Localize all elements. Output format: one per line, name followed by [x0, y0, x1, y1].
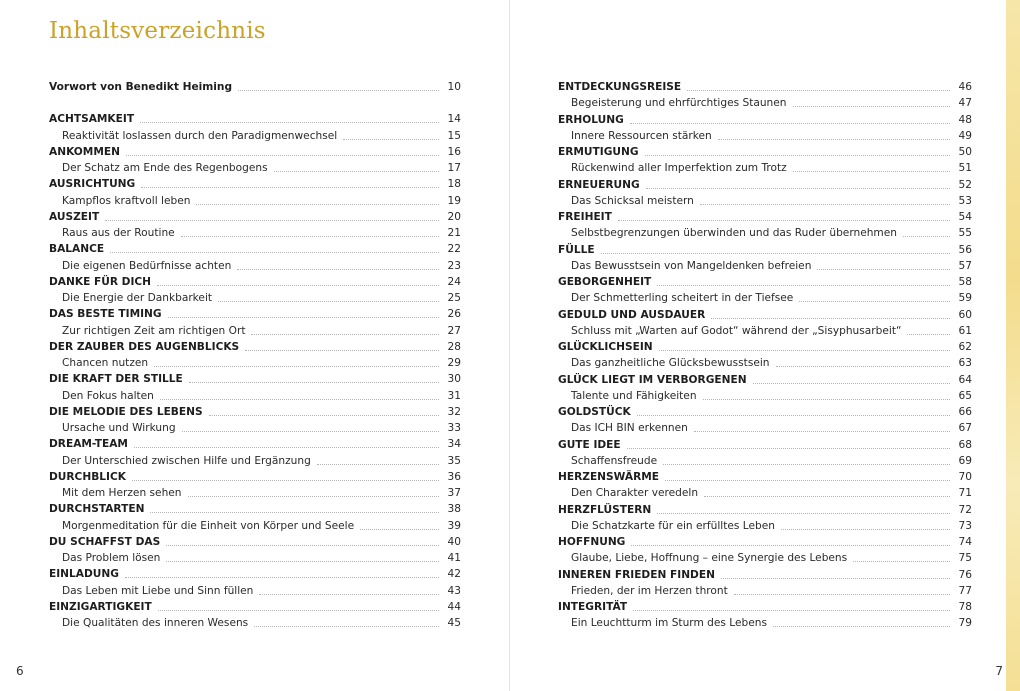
dot-leader — [627, 447, 950, 449]
toc-entry-label: Das ganzheitliche Glücksbewusstsein — [571, 357, 770, 370]
toc-subtitle-entry — [571, 289, 972, 305]
dot-leader — [154, 365, 439, 367]
toc-entry-label: DIE MELODIE DES LEBENS — [49, 405, 203, 418]
dot-leader — [853, 560, 950, 562]
dot-leader — [218, 300, 439, 302]
toc-entry-label: Das Schicksal meistern — [571, 194, 694, 207]
toc-page-number: 51 — [958, 162, 972, 175]
toc-page-number: 17 — [447, 162, 461, 174]
toc-chapter-entry — [558, 371, 972, 387]
dot-leader — [134, 446, 439, 448]
toc-entry-label: Der Schmetterling scheitert in der Tiefsee — [571, 292, 794, 305]
toc-subtitle-entry — [571, 582, 972, 598]
toc-chapter-entry — [49, 305, 461, 321]
dot-leader — [663, 463, 950, 465]
toc-entry-label: ERHOLUNG — [558, 113, 624, 126]
toc-subtitle-entry — [62, 484, 461, 500]
dot-leader — [645, 154, 950, 156]
toc-entry-label: Der Schatz am Ende des Regenbogens — [62, 162, 268, 174]
dot-leader — [166, 560, 439, 562]
toc-chapter-entry — [558, 501, 972, 517]
toc-entry-label: DU SCHAFFST DAS — [49, 535, 161, 548]
dot-leader — [793, 170, 950, 172]
dot-leader — [694, 430, 950, 432]
toc-chapter-entry — [49, 403, 461, 419]
dot-leader — [259, 593, 439, 595]
toc-entry-label: Schluss mit „Warten auf Godot“ während der „Sisyphusarbeit“ — [571, 324, 902, 337]
toc-page-number: 15 — [447, 129, 461, 142]
toc-subtitle-entry — [62, 614, 461, 630]
toc-subtitle-entry — [571, 484, 972, 500]
toc-subtitle-entry — [62, 517, 461, 533]
dot-leader — [209, 414, 439, 416]
toc-subtitle-entry — [571, 322, 972, 338]
toc-page-number: 21 — [447, 227, 461, 239]
toc-page-number: 46 — [958, 81, 972, 93]
toc-page-number: 16 — [447, 145, 461, 158]
toc-entry-label: ERNEUERUNG — [558, 178, 640, 191]
dot-leader — [721, 577, 950, 579]
toc-page-number: 22 — [447, 243, 461, 256]
toc-page-number: 20 — [447, 210, 461, 223]
toc-chapter-entry — [49, 565, 461, 581]
toc-subtitle-entry — [571, 354, 972, 370]
dot-leader — [601, 252, 950, 254]
toc-subtitle-entry — [62, 322, 461, 338]
dot-leader — [140, 121, 439, 123]
dot-leader — [166, 544, 439, 546]
toc-entry-label: Das Bewusstsein von Mangeldenken befreien — [571, 259, 812, 272]
toc-entry-label: Das Problem lösen — [62, 552, 161, 564]
toc-entry-label: HOFFNUNG — [558, 536, 626, 548]
toc-entry-label: Reaktivität loslassen durch den Paradigmenwechsel — [62, 129, 338, 142]
dot-leader — [687, 89, 950, 91]
dot-leader — [238, 89, 439, 91]
toc-page-number: 67 — [958, 422, 972, 435]
toc-chapter-entry — [49, 533, 461, 549]
toc-chapter-entry — [49, 370, 461, 386]
dot-leader — [781, 528, 950, 530]
dot-leader — [903, 235, 950, 237]
dot-leader — [141, 186, 439, 188]
toc-entry-label: DIE KRAFT DER STILLE — [49, 373, 183, 386]
toc-subtitle-entry — [62, 452, 461, 468]
toc-chapter-entry — [558, 403, 972, 419]
toc-chapter-entry — [558, 533, 972, 549]
dot-leader — [105, 219, 439, 221]
toc-page-number: 10 — [447, 81, 461, 93]
dot-leader — [659, 349, 950, 351]
dot-leader — [711, 317, 950, 319]
dot-leader — [343, 138, 439, 140]
dot-leader — [150, 511, 439, 513]
toc-page-number: 36 — [447, 470, 461, 483]
toc-entry-label: Talente und Fähigkeiten — [571, 389, 697, 402]
toc-chapter-entry — [49, 240, 461, 256]
right-page-number: 7 — [995, 664, 1003, 678]
dot-leader — [245, 349, 439, 351]
toc-subtitle-entry — [62, 549, 461, 565]
toc-entry-label: INNEREN FRIEDEN FINDEN — [558, 568, 715, 581]
dot-leader — [160, 398, 439, 400]
toc-entry-label: Das ICH BIN erkennen — [571, 422, 688, 435]
toc-page-number: 50 — [958, 146, 972, 158]
dot-leader — [188, 495, 439, 497]
toc-entry-label: Begeisterung und ehrfürchtiges Staunen — [571, 97, 787, 110]
toc-chapter-entry — [558, 436, 972, 452]
toc-subtitle-entry — [62, 257, 461, 273]
dot-leader — [793, 105, 950, 107]
toc-chapter-entry — [558, 208, 972, 224]
toc-chapter-entry — [49, 78, 461, 94]
toc-page-number: 76 — [958, 568, 972, 581]
toc-chapter-entry — [558, 176, 972, 192]
dot-leader — [182, 430, 439, 432]
toc-page-number: 18 — [447, 178, 461, 191]
toc-entry-label: FREIHEIT — [558, 211, 612, 223]
dot-leader — [317, 463, 439, 465]
toc-page-number: 27 — [447, 324, 461, 337]
toc-entry-label: GLÜCK LIEGT IM VERBORGENEN — [558, 373, 747, 386]
toc-chapter-entry — [49, 435, 461, 451]
dot-leader — [237, 268, 439, 270]
toc-page-number: 38 — [447, 503, 461, 516]
toc-entry-label: Raus aus der Routine — [62, 227, 175, 239]
toc-entry-label: GOLDSTÜCK — [558, 406, 631, 418]
toc-entry-label: Kampflos kraftvoll leben — [62, 194, 191, 207]
toc-entry-label: HERZENSWÄRME — [558, 471, 660, 483]
toc-subtitle-entry — [62, 127, 461, 143]
toc-page-number: 52 — [958, 178, 972, 191]
toc-page-number: 14 — [447, 113, 461, 126]
toc-page-number: 62 — [958, 341, 972, 353]
dot-leader — [633, 609, 950, 611]
dot-leader — [657, 512, 950, 514]
toc-subtitle-entry — [571, 192, 972, 208]
toc-subtitle-entry — [571, 452, 972, 468]
toc-entry-label: Frieden, der im Herzen thront — [571, 584, 728, 597]
toc-entry-label: Ein Leuchtturm im Sturm des Lebens — [571, 617, 767, 630]
toc-subtitle-entry — [571, 549, 972, 565]
toc-entry-label: GLÜCKLICHSEIN — [558, 341, 653, 353]
dot-leader — [168, 316, 439, 318]
toc-page-number: 59 — [958, 292, 972, 305]
toc-chapter-entry — [49, 175, 461, 191]
toc-entry-label: Das Leben mit Liebe und Sinn füllen — [62, 584, 254, 597]
toc-chapter-entry — [49, 273, 461, 289]
dot-leader — [251, 333, 439, 335]
dot-leader — [646, 187, 950, 189]
toc-chapter-entry — [558, 306, 972, 322]
left-page-number: 6 — [16, 664, 24, 678]
toc-entry-label: DREAM-TEAM — [49, 438, 128, 451]
toc-chapter-entry — [558, 338, 972, 354]
toc-entry-label: Vorwort von Benedikt Heiming — [49, 81, 233, 93]
toc-page-number: 30 — [447, 373, 461, 386]
toc-entry-label: Schaffensfreude — [571, 454, 658, 467]
toc-page-number: 68 — [958, 438, 972, 451]
toc-entry-label: Den Fokus halten — [62, 389, 154, 402]
toc-chapter-entry — [49, 110, 461, 126]
toc-subtitle-entry — [571, 127, 972, 143]
dot-leader — [618, 219, 950, 221]
toc-entry-label: AUSRICHTUNG — [49, 178, 136, 191]
dot-leader — [181, 235, 439, 237]
toc-chapter-entry — [558, 566, 972, 582]
toc-entry-label: Die Qualitäten des inneren Wesens — [62, 617, 249, 629]
dot-leader — [817, 268, 950, 270]
dot-leader — [254, 625, 439, 627]
toc-page-number: 39 — [447, 519, 461, 532]
toc-page-number: 42 — [447, 568, 461, 581]
toc-chapter-entry — [558, 598, 972, 614]
toc-entry-label: DURCHSTARTEN — [49, 503, 145, 516]
toc-entry-label: Den Charakter veredeln — [571, 487, 699, 500]
toc-entry-label: Zur richtigen Zeit am richtigen Ort — [62, 324, 246, 337]
toc-page-number: 35 — [447, 454, 461, 467]
dot-leader — [274, 170, 439, 172]
toc-page-number: 56 — [958, 243, 972, 256]
page-title: Inhaltsverzeichnis — [49, 18, 266, 44]
toc-chapter-entry — [558, 111, 972, 127]
toc-entry-label: Der Unterschied zwischen Hilfe und Ergänzung — [62, 454, 311, 467]
toc-entry-label: Die Energie der Dankbarkeit — [62, 292, 213, 304]
toc-page-number: 25 — [447, 292, 461, 304]
toc-page-number: 44 — [447, 600, 461, 613]
dot-leader — [665, 479, 950, 481]
dot-leader — [631, 544, 950, 546]
toc-page-number: 75 — [958, 552, 972, 565]
toc-page-number: 33 — [447, 422, 461, 434]
toc-entry-label: BALANCE — [49, 243, 105, 256]
toc-page-number: 34 — [447, 438, 461, 451]
toc-entry-label: EINZIGARTIGKEIT — [49, 600, 152, 613]
toc-page-number: 58 — [958, 276, 972, 288]
dot-leader — [700, 203, 950, 205]
toc-page-number: 49 — [958, 129, 972, 142]
toc-subtitle-entry — [62, 387, 461, 403]
dot-leader — [630, 122, 950, 124]
toc-subtitle-entry — [571, 517, 972, 533]
toc-page-number: 60 — [958, 308, 972, 321]
dot-leader — [158, 609, 439, 611]
toc-page-number: 43 — [447, 584, 461, 597]
dot-leader — [637, 414, 950, 416]
toc-entry-label: ENTDECKUNGSREISE — [558, 81, 682, 93]
toc-page-number: 24 — [447, 275, 461, 288]
toc-subtitle-entry — [62, 582, 461, 598]
toc-page-number: 26 — [447, 308, 461, 321]
toc-subtitle-entry — [571, 419, 972, 435]
toc-entry-label: ANKOMMEN — [49, 145, 120, 158]
dot-leader — [196, 203, 439, 205]
toc-entry-label: INTEGRITÄT — [558, 601, 628, 613]
toc-page-number: 31 — [447, 389, 461, 402]
toc-chapter-entry — [49, 500, 461, 516]
toc-entry-label: HERZFLÜSTERN — [558, 503, 652, 516]
toc-page-number: 45 — [447, 617, 461, 629]
dot-leader — [657, 284, 950, 286]
toc-page-number: 63 — [958, 357, 972, 370]
toc-entry-label: Selbstbegrenzungen überwinden und das Ruder übernehmen — [571, 227, 897, 240]
dot-leader — [907, 333, 950, 335]
toc-subtitle-entry — [62, 159, 461, 175]
toc-chapter-entry — [49, 208, 461, 224]
toc-entry-label: DER ZAUBER DES AUGENBLICKS — [49, 340, 240, 353]
toc-subtitle-entry — [571, 614, 972, 630]
toc-subtitle-entry — [571, 387, 972, 403]
toc-page-number: 29 — [447, 357, 461, 369]
toc-subtitle-entry — [62, 289, 461, 305]
toc-page-number: 65 — [958, 389, 972, 402]
toc-entry-label: Morgenmeditation für die Einheit von Körper und Seele — [62, 519, 355, 532]
dot-leader — [753, 382, 950, 384]
toc-chapter-entry — [49, 598, 461, 614]
toc-chapter-entry — [49, 468, 461, 484]
right-page — [510, 0, 1020, 691]
dot-leader — [125, 576, 439, 578]
dot-leader — [157, 284, 439, 286]
toc-entry-label: FÜLLE — [558, 243, 595, 256]
toc-entry-label: Chancen nutzen — [62, 357, 149, 369]
toc-page-number: 55 — [958, 227, 972, 240]
toc-chapter-entry — [49, 338, 461, 354]
toc-subtitle-entry — [571, 257, 972, 273]
toc-entry-label: DAS BESTE TIMING — [49, 308, 162, 321]
dot-leader — [360, 528, 439, 530]
toc-subtitle-entry — [571, 159, 972, 175]
toc-subtitle-entry — [571, 224, 972, 240]
dot-leader — [734, 593, 950, 595]
toc-chapter-entry — [558, 273, 972, 289]
toc-entry-label: GEBORGENHEIT — [558, 276, 652, 288]
toc-page-number: 79 — [958, 617, 972, 630]
toc-page-number: 74 — [958, 536, 972, 548]
toc-chapter-entry — [558, 241, 972, 257]
toc-entry-label: AUSZEIT — [49, 210, 100, 223]
toc-page-number: 77 — [958, 584, 972, 597]
toc-page-number: 19 — [447, 194, 461, 207]
dot-leader — [189, 381, 439, 383]
toc-page-number: 66 — [958, 406, 972, 418]
dot-leader — [799, 300, 950, 302]
dot-leader — [126, 154, 439, 156]
page-edge-decoration — [1006, 0, 1020, 691]
toc-page-number: 48 — [958, 113, 972, 126]
toc-page-number: 64 — [958, 373, 972, 386]
toc-page-number: 72 — [958, 503, 972, 516]
toc-page-number: 61 — [958, 324, 972, 337]
dot-leader — [773, 625, 950, 627]
dot-leader — [110, 251, 439, 253]
toc-page-number: 71 — [958, 487, 972, 500]
toc-entry-label: ERMUTIGUNG — [558, 146, 639, 158]
dot-leader — [776, 365, 950, 367]
toc-page-number: 53 — [958, 194, 972, 207]
toc-page-number: 69 — [958, 454, 972, 467]
toc-page-number: 41 — [447, 552, 461, 564]
toc-chapter-entry — [558, 78, 972, 94]
toc-subtitle-entry — [62, 224, 461, 240]
toc-entry-label: ACHTSAMKEIT — [49, 113, 135, 126]
dot-leader — [704, 495, 950, 497]
toc-page-number: 28 — [447, 340, 461, 353]
toc-page-number: 54 — [958, 211, 972, 223]
toc-entry-label: DURCHBLICK — [49, 470, 126, 483]
toc-subtitle-entry — [62, 419, 461, 435]
toc-entry-label: GEDULD UND AUSDAUER — [558, 308, 706, 321]
toc-page-number: 40 — [447, 535, 461, 548]
dot-leader — [132, 479, 439, 481]
toc-entry-label: Die eigenen Bedürfnisse achten — [62, 259, 232, 272]
toc-page-number: 70 — [958, 471, 972, 483]
toc-entry-label: Die Schatzkarte für ein erfülltes Leben — [571, 519, 775, 532]
toc-subtitle-entry — [62, 354, 461, 370]
toc-entry-label: GUTE IDEE — [558, 438, 621, 451]
toc-chapter-entry — [558, 468, 972, 484]
toc-subtitle-entry — [571, 94, 972, 110]
dot-leader — [718, 138, 950, 140]
toc-chapter-entry — [558, 143, 972, 159]
toc-entry-label: Rückenwind aller Imperfektion zum Trotz — [571, 162, 787, 175]
toc-page-number: 57 — [958, 259, 972, 272]
toc-page-number: 73 — [958, 519, 972, 532]
toc-page-number: 47 — [958, 97, 972, 110]
toc-entry-label: EINLADUNG — [49, 568, 119, 581]
toc-page-number: 23 — [447, 259, 461, 272]
toc-page-number: 78 — [958, 601, 972, 613]
dot-leader — [703, 398, 950, 400]
toc-entry-label: Innere Ressourcen stärken — [571, 129, 712, 142]
toc-entry-label: Mit dem Herzen sehen — [62, 487, 182, 499]
toc-chapter-entry — [49, 143, 461, 159]
toc-subtitle-entry — [62, 192, 461, 208]
toc-entry-label: DANKE FÜR DICH — [49, 275, 152, 288]
toc-page-number: 32 — [447, 405, 461, 418]
toc-entry-label: Ursache und Wirkung — [62, 422, 176, 434]
toc-entry-label: Glaube, Liebe, Hoffnung – eine Synergie des Lebens — [571, 552, 848, 565]
toc-page-number: 37 — [447, 487, 461, 499]
